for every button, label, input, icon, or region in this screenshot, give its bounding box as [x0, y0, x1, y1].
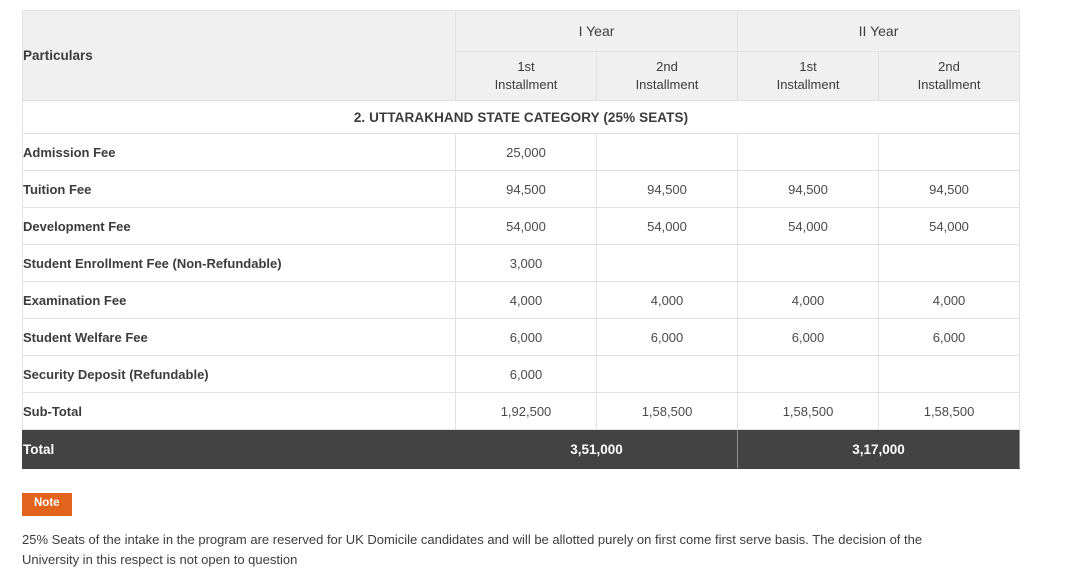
table-row [23, 134, 1020, 171]
cell-y2-inst1: 1,58,500 [738, 393, 879, 430]
table-header [23, 11, 1020, 101]
cell-y1-inst2 [597, 245, 738, 282]
cell-y2-inst2 [879, 134, 1020, 171]
cell-y1-inst2: 94,500 [597, 171, 738, 208]
row-label: Admission Fee [23, 134, 456, 171]
cell-y1-inst2 [597, 356, 738, 393]
table-row [23, 208, 1020, 245]
table-row [23, 282, 1020, 319]
cell-y1-inst1: 1,92,500 [456, 393, 597, 430]
note-badge: Note [22, 493, 72, 516]
row-label: Tuition Fee [23, 171, 456, 208]
cell-y1-inst2: 54,000 [597, 208, 738, 245]
column-header-year-2: II Year [738, 11, 1020, 52]
cell-y2-inst1: 94,500 [738, 171, 879, 208]
table-row [23, 319, 1020, 356]
column-header-year-1: I Year [456, 11, 738, 52]
table-row [23, 356, 1020, 393]
row-label: Examination Fee [23, 282, 456, 319]
cell-y2-inst2: 54,000 [879, 208, 1020, 245]
cell-y1-inst2 [597, 134, 738, 171]
row-label: Sub-Total [23, 393, 456, 430]
category-section-row [23, 101, 1020, 134]
installment-ordinal: 1st [517, 59, 535, 75]
cell-y2-inst1 [738, 245, 879, 282]
cell-y1-inst1: 4,000 [456, 282, 597, 319]
column-header-y2-installment-2 [879, 52, 1020, 101]
total-label: Total [23, 430, 456, 469]
cell-y1-inst1: 6,000 [456, 356, 597, 393]
cell-y1-inst2: 1,58,500 [597, 393, 738, 430]
column-header-y1-installment-2 [597, 52, 738, 101]
installment-word: Installment [494, 77, 558, 92]
cell-y2-inst1: 4,000 [738, 282, 879, 319]
installment-ordinal: 2nd [656, 59, 678, 75]
table-row-subtotal [23, 393, 1020, 430]
row-label: Student Welfare Fee [23, 319, 456, 356]
table-row [23, 171, 1020, 208]
installment-ordinal: 1st [799, 59, 817, 75]
cell-y2-inst1: 54,000 [738, 208, 879, 245]
table-body [23, 101, 1020, 469]
cell-y1-inst2: 4,000 [597, 282, 738, 319]
row-label: Student Enrollment Fee (Non-Refundable) [23, 245, 456, 282]
note-text: 25% Seats of the intake in the program are reserved for UK Domicile candidates and will be allotted purely on first come first serve basis. The decision of the University in this respect is not open to question [22, 531, 923, 567]
column-header-particulars: Particulars [23, 11, 456, 101]
cell-y2-inst2: 1,58,500 [879, 393, 1020, 430]
fee-structure-table [22, 10, 1020, 469]
category-title: 2. UTTARAKHAND STATE CATEGORY (25% SEATS) [23, 101, 1020, 134]
installment-ordinal: 2nd [938, 59, 960, 75]
cell-y2-inst2 [879, 356, 1020, 393]
cell-y1-inst2: 6,000 [597, 319, 738, 356]
installment-word: Installment [776, 77, 840, 92]
cell-y1-inst1: 6,000 [456, 319, 597, 356]
column-header-y2-installment-1 [738, 52, 879, 101]
column-header-y1-installment-1 [456, 52, 597, 101]
cell-y2-inst1 [738, 134, 879, 171]
table-row [23, 245, 1020, 282]
total-year-1: 3,51,000 [456, 430, 738, 469]
cell-y2-inst2: 6,000 [879, 319, 1020, 356]
cell-y2-inst2: 4,000 [879, 282, 1020, 319]
installment-word: Installment [635, 77, 699, 92]
total-year-2: 3,17,000 [738, 430, 1020, 469]
installment-word: Installment [917, 77, 981, 92]
row-label: Security Deposit (Refundable) [23, 356, 456, 393]
cell-y1-inst1: 3,000 [456, 245, 597, 282]
cell-y1-inst1: 94,500 [456, 171, 597, 208]
cell-y2-inst2 [879, 245, 1020, 282]
note-section [22, 493, 1020, 570]
cell-y1-inst1: 25,000 [456, 134, 597, 171]
cell-y2-inst1: 6,000 [738, 319, 879, 356]
row-label: Development Fee [23, 208, 456, 245]
cell-y1-inst1: 54,000 [456, 208, 597, 245]
table-row-total [23, 430, 1020, 469]
cell-y2-inst1 [738, 356, 879, 393]
cell-y2-inst2: 94,500 [879, 171, 1020, 208]
header-row-year [23, 11, 1020, 52]
